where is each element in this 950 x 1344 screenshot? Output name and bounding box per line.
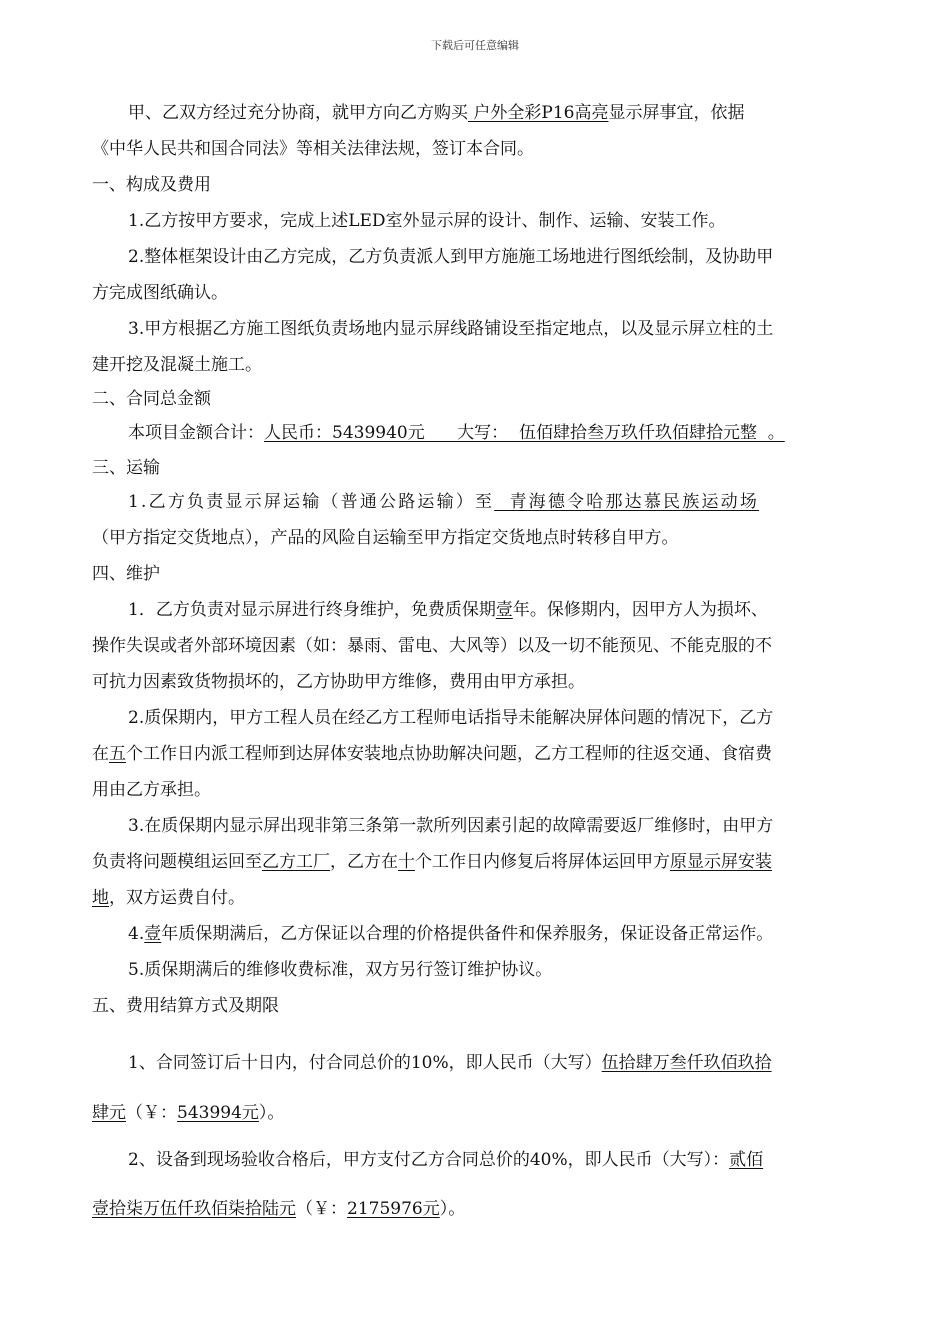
s5-clause-2-line-1: 2、设备到现场验收合格后，甲方支付乙方合同总价的40%，即人民币（大写）：贰佰 bbox=[128, 1150, 764, 1170]
contract-amount: 人民币：5439940元 大写： 伍佰肆拾叁万玖仟玖佰肆拾元整 。 bbox=[264, 423, 785, 443]
s4-clause-2-line-3: 用由乙方承担。 bbox=[92, 780, 211, 800]
payment-1-amount: 543994元 bbox=[177, 1103, 259, 1123]
s4-clause-1-line-1: 1．乙方负责对显示屏进行终身维护，免费质保期壹年。保修期内，因甲方人为损坏、 bbox=[128, 600, 768, 620]
section-3-heading: 三、运输 bbox=[92, 458, 160, 478]
s3-clause-1-line-2: （甲方指定交货地点），产品的风险自运输至甲方指定交货地点时转移自甲方。 bbox=[92, 528, 679, 548]
delivery-location: 青海德令哈那达慕民族运动场 bbox=[494, 492, 760, 512]
s5-clause-1-line-2: 肆元（￥：543994元）。 bbox=[92, 1103, 285, 1123]
s1-clause-3-line-2: 建开挖及混凝土施工。 bbox=[92, 355, 262, 375]
s4-clause-3-line-2: 负责将问题模组运回至乙方工厂，乙方在十个工作日内修复后将屏体运回甲方原显示屏安装 bbox=[92, 852, 772, 872]
s1-clause-1: 1.乙方按甲方要求，完成上述LED室外显示屏的设计、制作、运输、安装工作。 bbox=[128, 211, 726, 231]
payment-2-amount: 2175976元 bbox=[347, 1199, 440, 1219]
s4-clause-2-line-2: 在五个工作日内派工程师到达屏体安装地点协助解决问题，乙方工程师的往返交通、食宿费 bbox=[92, 744, 772, 764]
s4-clause-4: 4.壹年质保期满后，乙方保证以合理的价格提供备件和保养服务，保证设备正常运作。 bbox=[128, 924, 774, 944]
product-name: 户外全彩P16高亮 bbox=[468, 103, 609, 123]
s5-clause-2-line-2: 壹拾柒万伍仟玖佰柒拾陆元（￥：2175976元）。 bbox=[92, 1199, 466, 1219]
intro-line-2: 《中华人民共和国合同法》等相关法律法规，签订本合同。 bbox=[92, 139, 534, 159]
s1-clause-3-line-1: 3.甲方根据乙方施工图纸负责场地内显示屏线路铺设至指定地点，以及显示屏立柱的土 bbox=[128, 319, 774, 339]
section-5-heading: 五、费用结算方式及期限 bbox=[92, 996, 279, 1016]
s4-clause-3-line-1: 3.在质保期内显示屏出现非第三条第一款所列因素引起的故障需要返厂维修时，由甲方 bbox=[128, 816, 774, 836]
s4-clause-1-line-3: 可抗力因素致货物损坏的，乙方协助甲方维修，费用由甲方承担。 bbox=[92, 672, 585, 692]
section-4-heading: 四、维护 bbox=[92, 564, 160, 584]
payment-2-words: 贰佰 bbox=[729, 1150, 764, 1170]
s4-clause-3-line-3: 地，双方运费自付。 bbox=[92, 888, 245, 908]
s4-clause-1-line-2: 操作失误或者外部环境因素（如：暴雨、雷电、大风等）以及一切不能预见、不能克服的不 bbox=[92, 636, 772, 656]
s1-clause-2-line-2: 方完成图纸确认。 bbox=[92, 283, 228, 303]
s1-clause-2-line-1: 2.整体框架设计由乙方完成，乙方负责派人到甲方施施工场地进行图纸绘制，及协助甲 bbox=[128, 247, 774, 267]
payment-1-words: 伍拾肆万叁仟玖佰玖拾 bbox=[601, 1053, 772, 1073]
section-2-heading: 二、合同总金额 bbox=[92, 389, 211, 409]
s5-clause-1-line-1: 1、合同签订后十日内，付合同总价的10%，即人民币（大写）伍拾肆万叁仟玖佰玖拾 bbox=[128, 1053, 772, 1073]
s4-clause-5: 5.质保期满后的维修收费标准，双方另行签订维护协议。 bbox=[128, 960, 553, 980]
intro-line-1: 甲、乙双方经过充分协商，就甲方向乙方购买 户外全彩P16高亮显示屏事宜，依据 bbox=[128, 103, 745, 123]
s3-clause-1-line-1: 1.乙方负责显示屏运输（普通公路运输）至 青海德令哈那达慕民族运动场 bbox=[128, 492, 760, 512]
header-note: 下载后可任意编辑 bbox=[431, 39, 519, 52]
section-1-heading: 一、构成及费用 bbox=[92, 175, 211, 195]
s2-amount-line: 本项目金额合计：人民币：5439940元 大写： 伍佰肆拾叁万玖仟玖佰肆拾元整 。 bbox=[128, 423, 785, 443]
warranty-years: 壹 bbox=[495, 600, 513, 620]
s4-clause-2-line-1: 2.质保期内，甲方工程人员在经乙方工程师电话指导未能解决屏体问题的情况下，乙方 bbox=[128, 708, 774, 728]
